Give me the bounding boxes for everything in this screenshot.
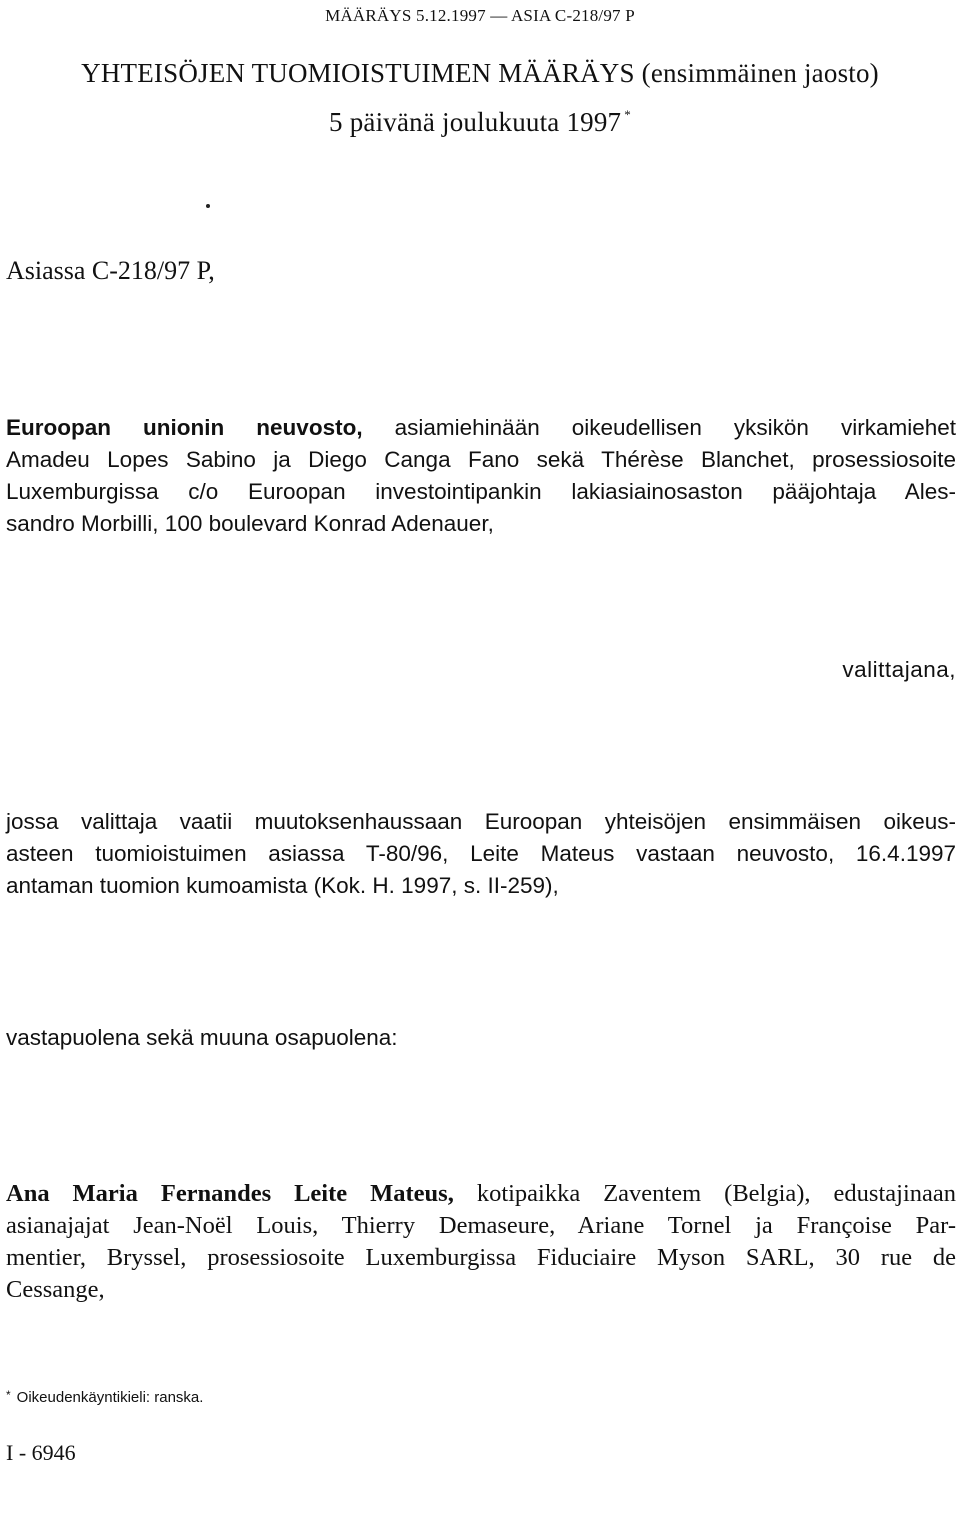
footnote-text: Oikeudenkäyntikieli: ranska.: [16, 1389, 204, 1406]
party-paragraph: [6, 1178, 956, 1306]
document-title: [0, 52, 960, 143]
title-line-court: YHTEISÖJEN TUOMIOISTUIMEN MÄÄRÄYS (ensimmäinen jaosto): [81, 58, 879, 88]
claim-line-2: asteen tuomioistuimen asiassa T-80/96, Leite Mateus vastaan neuvosto, 16.4.1997: [6, 841, 956, 866]
page-number: I - 6946: [6, 1440, 76, 1465]
title-line-date: [0, 94, 960, 143]
footnote: [6, 1388, 203, 1406]
claim-line-3: antaman tuomion kumoamista (Kok. H. 1997, s. II-259),: [6, 873, 559, 898]
footnote-marker: *: [6, 1388, 11, 1402]
running-header: MÄÄRÄYS 5.12.1997 — ASIA C-218/97 P: [325, 6, 635, 25]
council-line-2: Amadeu Lopes Sabino ja Diego Canga Fano sekä Thérèse Blanchet, prosessiosoite: [6, 447, 956, 472]
council-line-3: Luxemburgissa c/o Euroopan investointipankin lakiasiainosaston pääjohtaja Ales-: [6, 479, 956, 504]
title-footnote-marker: *: [624, 107, 631, 122]
council-paragraph: [6, 412, 956, 540]
claim-paragraph: [6, 806, 956, 902]
claim-line-1: jossa valittaja vaatii muutoksenhaussaan Euroopan yhteisöjen ensimmäisen oikeus-: [6, 809, 956, 834]
party-line-1: [6, 1178, 956, 1210]
appellant-role: valittajana,: [842, 657, 956, 682]
case-label: Asiassa C-218/97 P,: [6, 256, 215, 285]
party-line-3: mentier, Bryssel, prosessiosoite Luxemburgissa Fiduciaire Myson SARL, 30 rue de: [6, 1244, 956, 1271]
other-party-role: vastapuolena sekä muuna osapuolena:: [6, 1025, 398, 1050]
stray-dot: [206, 204, 210, 208]
party-line-1-rest: kotipaikka Zaventem (Belgia), edustajinaan: [453, 1180, 956, 1207]
council-line-1: [6, 412, 956, 444]
council-line-1-rest: asiamiehinään oikeudellisen yksikön virkamiehet: [362, 415, 956, 440]
title-date: 5 päivänä joulukuuta 1997: [329, 107, 622, 137]
party-name: Ana Maria Fernandes Leite Mateus,: [6, 1180, 454, 1207]
council-line-4: sandro Morbilli, 100 boulevard Konrad Adenauer,: [6, 511, 494, 536]
party-line-4: Cessange,: [6, 1276, 105, 1303]
party-line-2: asianajajat Jean-Noël Louis, Thierry Demaseure, Ariane Tornel ja Françoise Par-: [6, 1212, 956, 1239]
council-name: Euroopan unionin neuvosto,: [6, 415, 363, 440]
